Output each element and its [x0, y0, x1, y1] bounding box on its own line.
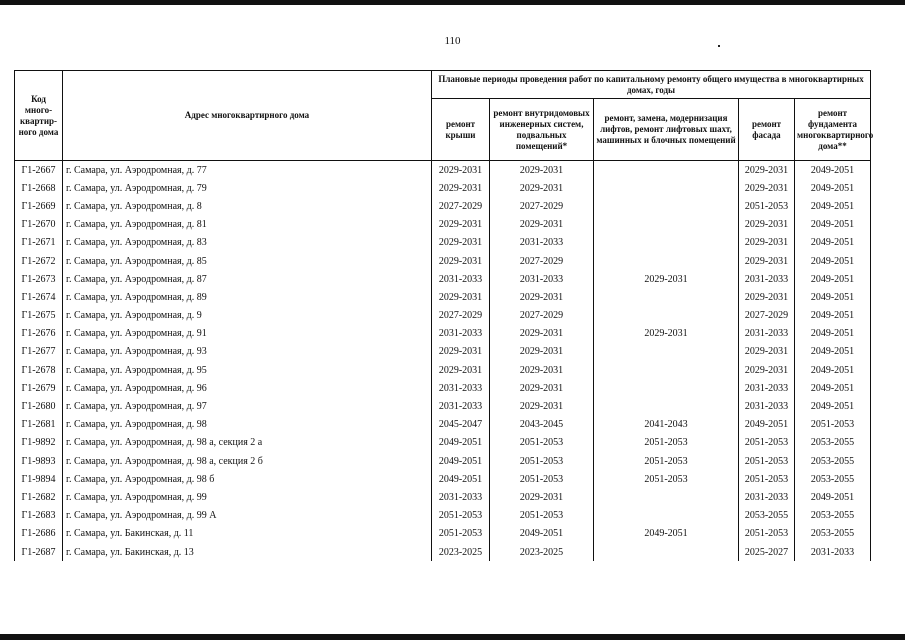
facade-period-cell: 2053-2055 — [739, 507, 795, 525]
internal-systems-period-cell: 2031-2033 — [490, 234, 594, 252]
code-cell: Г1-2681 — [15, 416, 63, 434]
foundation-period-cell: 2049-2051 — [795, 234, 871, 252]
facade-period-cell: 2051-2053 — [739, 197, 795, 215]
roof-period-cell: 2029-2031 — [432, 216, 490, 234]
internal-systems-period-cell: 2029-2031 — [490, 343, 594, 361]
elevators-period-cell — [594, 161, 739, 180]
code-cell: Г1-2680 — [15, 397, 63, 415]
table-row — [15, 434, 871, 452]
address-cell: г. Самара, ул. Аэродромная, д. 99 — [63, 488, 432, 506]
code-cell: Г1-9892 — [15, 434, 63, 452]
code-cell: Г1-2678 — [15, 361, 63, 379]
roof-period-cell: 2029-2031 — [432, 361, 490, 379]
elevators-period-cell — [594, 197, 739, 215]
foundation-period-cell: 2031-2033 — [795, 543, 871, 561]
elevators-period-cell: 2049-2051 — [594, 525, 739, 543]
facade-period-cell: 2031-2033 — [739, 397, 795, 415]
elevators-period-cell — [594, 234, 739, 252]
table-row — [15, 525, 871, 543]
header-foundation: ремонт фундамента многоквартирного дома** — [795, 99, 871, 161]
facade-period-cell: 2027-2029 — [739, 307, 795, 325]
table-row — [15, 307, 871, 325]
internal-systems-period-cell: 2029-2031 — [490, 397, 594, 415]
roof-period-cell: 2029-2031 — [432, 179, 490, 197]
table-row — [15, 361, 871, 379]
code-cell: Г1-2677 — [15, 343, 63, 361]
internal-systems-period-cell: 2051-2053 — [490, 507, 594, 525]
table-row — [15, 179, 871, 197]
table-row — [15, 379, 871, 397]
roof-period-cell: 2049-2051 — [432, 434, 490, 452]
header-code: Код много-квартир-ного дома — [15, 71, 63, 161]
address-cell: г. Самара, ул. Аэродромная, д. 91 — [63, 325, 432, 343]
header-internal-systems: ремонт внутридомовых инженерных систем, подвальных помещений* — [490, 99, 594, 161]
elevators-period-cell — [594, 507, 739, 525]
elevators-period-cell — [594, 288, 739, 306]
foundation-period-cell: 2049-2051 — [795, 270, 871, 288]
address-cell: г. Самара, ул. Аэродромная, д. 98 а, секция 2 а — [63, 434, 432, 452]
elevators-period-cell — [594, 397, 739, 415]
internal-systems-period-cell: 2029-2031 — [490, 488, 594, 506]
elevators-period-cell — [594, 361, 739, 379]
foundation-period-cell: 2053-2055 — [795, 525, 871, 543]
address-cell: г. Самара, ул. Аэродромная, д. 87 — [63, 270, 432, 288]
facade-period-cell: 2029-2031 — [739, 161, 795, 180]
table-row — [15, 161, 871, 180]
internal-systems-period-cell: 2029-2031 — [490, 325, 594, 343]
facade-period-cell: 2029-2031 — [739, 216, 795, 234]
elevators-period-cell — [594, 307, 739, 325]
table-row — [15, 252, 871, 270]
code-cell: Г1-2674 — [15, 288, 63, 306]
foundation-period-cell: 2049-2051 — [795, 252, 871, 270]
roof-period-cell: 2029-2031 — [432, 161, 490, 180]
table-row — [15, 216, 871, 234]
code-cell: Г1-2673 — [15, 270, 63, 288]
foundation-period-cell: 2049-2051 — [795, 161, 871, 180]
facade-period-cell: 2025-2027 — [739, 543, 795, 561]
table-row — [15, 343, 871, 361]
address-cell: г. Самара, ул. Бакинская, д. 13 — [63, 543, 432, 561]
bottom-border-rule — [0, 634, 905, 640]
facade-period-cell: 2029-2031 — [739, 179, 795, 197]
header-facade: ремонт фасада — [739, 99, 795, 161]
foundation-period-cell: 2049-2051 — [795, 216, 871, 234]
foundation-period-cell: 2049-2051 — [795, 288, 871, 306]
foundation-period-cell: 2053-2055 — [795, 452, 871, 470]
table-row — [15, 397, 871, 415]
foundation-period-cell: 2051-2053 — [795, 416, 871, 434]
code-cell: Г1-9893 — [15, 452, 63, 470]
address-cell: г. Самара, ул. Бакинская, д. 11 — [63, 525, 432, 543]
facade-period-cell: 2051-2053 — [739, 525, 795, 543]
internal-systems-period-cell: 2049-2051 — [490, 525, 594, 543]
code-cell: Г1-2667 — [15, 161, 63, 180]
facade-period-cell: 2029-2031 — [739, 361, 795, 379]
elevators-period-cell — [594, 543, 739, 561]
address-cell: г. Самара, ул. Аэродромная, д. 77 — [63, 161, 432, 180]
roof-period-cell: 2031-2033 — [432, 379, 490, 397]
address-cell: г. Самара, ул. Аэродромная, д. 89 — [63, 288, 432, 306]
roof-period-cell: 2031-2033 — [432, 488, 490, 506]
table-row — [15, 325, 871, 343]
code-cell: Г1-2672 — [15, 252, 63, 270]
table-row — [15, 507, 871, 525]
facade-period-cell: 2029-2031 — [739, 343, 795, 361]
foundation-period-cell: 2053-2055 — [795, 470, 871, 488]
internal-systems-period-cell: 2051-2053 — [490, 470, 594, 488]
address-cell: г. Самара, ул. Аэродромная, д. 96 — [63, 379, 432, 397]
code-cell: Г1-9894 — [15, 470, 63, 488]
elevators-period-cell: 2051-2053 — [594, 434, 739, 452]
internal-systems-period-cell: 2029-2031 — [490, 161, 594, 180]
roof-period-cell: 2051-2053 — [432, 525, 490, 543]
table-row — [15, 543, 871, 561]
table-row — [15, 270, 871, 288]
foundation-period-cell: 2053-2055 — [795, 434, 871, 452]
foundation-period-cell: 2049-2051 — [795, 488, 871, 506]
roof-period-cell: 2049-2051 — [432, 452, 490, 470]
address-cell: г. Самара, ул. Аэродромная, д. 98 — [63, 416, 432, 434]
internal-systems-period-cell: 2029-2031 — [490, 288, 594, 306]
address-cell: г. Самара, ул. Аэродромная, д. 98 а, секция 2 б — [63, 452, 432, 470]
table-row — [15, 234, 871, 252]
header-roof: ремонт крыши — [432, 99, 490, 161]
roof-period-cell: 2029-2031 — [432, 343, 490, 361]
facade-period-cell: 2051-2053 — [739, 470, 795, 488]
roof-period-cell: 2027-2029 — [432, 307, 490, 325]
elevators-period-cell: 2029-2031 — [594, 270, 739, 288]
code-cell: Г1-2670 — [15, 216, 63, 234]
code-cell: Г1-2675 — [15, 307, 63, 325]
address-cell: г. Самара, ул. Аэродромная, д. 85 — [63, 252, 432, 270]
table-row — [15, 452, 871, 470]
facade-period-cell: 2029-2031 — [739, 252, 795, 270]
internal-systems-period-cell: 2027-2029 — [490, 307, 594, 325]
internal-systems-period-cell: 2029-2031 — [490, 379, 594, 397]
foundation-period-cell: 2049-2051 — [795, 343, 871, 361]
facade-period-cell: 2051-2053 — [739, 452, 795, 470]
table-row — [15, 288, 871, 306]
roof-period-cell: 2045-2047 — [432, 416, 490, 434]
address-cell: г. Самара, ул. Аэродромная, д. 93 — [63, 343, 432, 361]
code-cell: Г1-2676 — [15, 325, 63, 343]
foundation-period-cell: 2053-2055 — [795, 507, 871, 525]
roof-period-cell: 2031-2033 — [432, 325, 490, 343]
foundation-period-cell: 2049-2051 — [795, 397, 871, 415]
internal-systems-period-cell: 2043-2045 — [490, 416, 594, 434]
internal-systems-period-cell: 2051-2053 — [490, 452, 594, 470]
facade-period-cell: 2031-2033 — [739, 325, 795, 343]
capital-repair-schedule-table — [14, 70, 874, 561]
internal-systems-period-cell: 2029-2031 — [490, 216, 594, 234]
code-cell: Г1-2683 — [15, 507, 63, 525]
address-cell: г. Самара, ул. Аэродромная, д. 8 — [63, 197, 432, 215]
table-row — [15, 488, 871, 506]
roof-period-cell: 2029-2031 — [432, 288, 490, 306]
foundation-period-cell: 2049-2051 — [795, 179, 871, 197]
elevators-period-cell: 2041-2043 — [594, 416, 739, 434]
code-cell: Г1-2671 — [15, 234, 63, 252]
elevators-period-cell — [594, 488, 739, 506]
header-periods-group: Плановые периоды проведения работ по капитальному ремонту общего имущества в многоквартирных домах, годы — [432, 71, 871, 99]
page-number: 110 — [444, 35, 461, 47]
header-elevators: ремонт, замена, модернизация лифтов, ремонт лифтовых шахт, машинных и блочных помещений — [594, 99, 739, 161]
facade-period-cell: 2031-2033 — [739, 488, 795, 506]
roof-period-cell: 2049-2051 — [432, 470, 490, 488]
code-cell: Г1-2682 — [15, 488, 63, 506]
elevators-period-cell — [594, 252, 739, 270]
facade-period-cell: 2029-2031 — [739, 288, 795, 306]
facade-period-cell: 2051-2053 — [739, 434, 795, 452]
code-cell: Г1-2687 — [15, 543, 63, 561]
foundation-period-cell: 2049-2051 — [795, 325, 871, 343]
address-cell: г. Самара, ул. Аэродромная, д. 98 б — [63, 470, 432, 488]
header-address: Адрес многоквартирного дома — [63, 71, 432, 161]
address-cell: г. Самара, ул. Аэродромная, д. 83 — [63, 234, 432, 252]
table-body — [15, 161, 871, 562]
code-cell: Г1-2679 — [15, 379, 63, 397]
internal-systems-period-cell: 2029-2031 — [490, 179, 594, 197]
elevators-period-cell: 2051-2053 — [594, 452, 739, 470]
facade-period-cell: 2031-2033 — [739, 270, 795, 288]
code-cell: Г1-2668 — [15, 179, 63, 197]
address-cell: г. Самара, ул. Аэродромная, д. 81 — [63, 216, 432, 234]
internal-systems-period-cell: 2051-2053 — [490, 434, 594, 452]
code-cell: Г1-2686 — [15, 525, 63, 543]
internal-systems-period-cell: 2027-2029 — [490, 197, 594, 215]
address-cell: г. Самара, ул. Аэродромная, д. 79 — [63, 179, 432, 197]
facade-period-cell: 2029-2031 — [739, 234, 795, 252]
table-row — [15, 470, 871, 488]
internal-systems-period-cell: 2029-2031 — [490, 361, 594, 379]
address-cell: г. Самара, ул. Аэродромная, д. 9 — [63, 307, 432, 325]
elevators-period-cell: 2029-2031 — [594, 325, 739, 343]
table-row — [15, 416, 871, 434]
facade-period-cell: 2049-2051 — [739, 416, 795, 434]
elevators-period-cell — [594, 179, 739, 197]
roof-period-cell: 2051-2053 — [432, 507, 490, 525]
internal-systems-period-cell: 2031-2033 — [490, 270, 594, 288]
top-border-rule — [0, 0, 905, 5]
roof-period-cell: 2031-2033 — [432, 397, 490, 415]
table-row — [15, 197, 871, 215]
elevators-period-cell — [594, 343, 739, 361]
internal-systems-period-cell: 2027-2029 — [490, 252, 594, 270]
roof-period-cell: 2029-2031 — [432, 234, 490, 252]
foundation-period-cell: 2049-2051 — [795, 379, 871, 397]
roof-period-cell: 2027-2029 — [432, 197, 490, 215]
code-cell: Г1-2669 — [15, 197, 63, 215]
address-cell: г. Самара, ул. Аэродромная, д. 97 — [63, 397, 432, 415]
foundation-period-cell: 2049-2051 — [795, 361, 871, 379]
foundation-period-cell: 2049-2051 — [795, 307, 871, 325]
internal-systems-period-cell: 2023-2025 — [490, 543, 594, 561]
address-cell: г. Самара, ул. Аэродромная, д. 99 А — [63, 507, 432, 525]
scan-speck — [718, 45, 720, 47]
elevators-period-cell — [594, 216, 739, 234]
address-cell: г. Самара, ул. Аэродромная, д. 95 — [63, 361, 432, 379]
roof-period-cell: 2029-2031 — [432, 252, 490, 270]
facade-period-cell: 2031-2033 — [739, 379, 795, 397]
roof-period-cell: 2031-2033 — [432, 270, 490, 288]
elevators-period-cell — [594, 379, 739, 397]
roof-period-cell: 2023-2025 — [432, 543, 490, 561]
foundation-period-cell: 2049-2051 — [795, 197, 871, 215]
elevators-period-cell: 2051-2053 — [594, 470, 739, 488]
